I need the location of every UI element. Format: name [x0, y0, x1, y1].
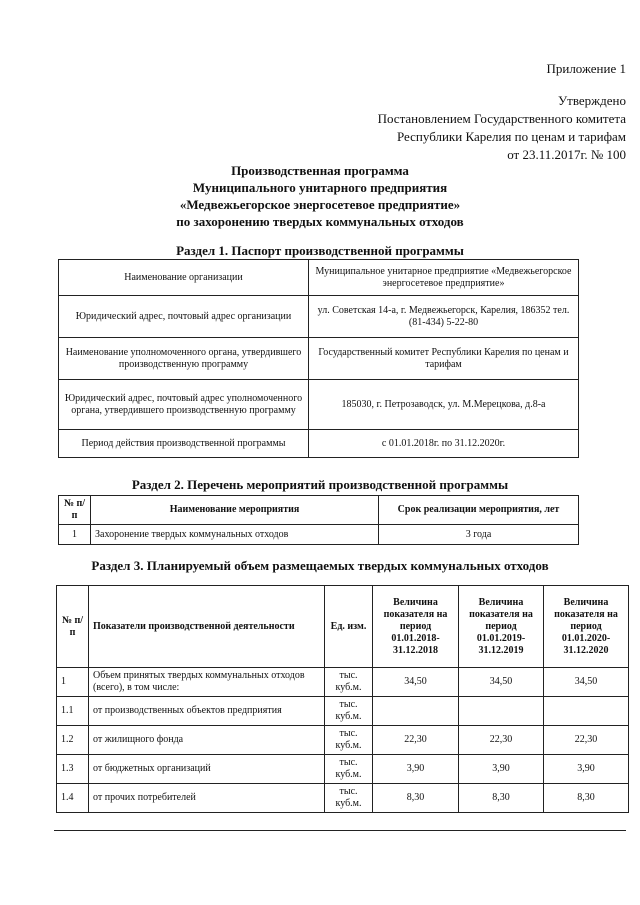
header-period-2019: Величина показателя на период 01.01.2019-31.12.2019	[459, 586, 544, 668]
passport-value: 185030, г. Петрозаводск, ул. М.Мерецкова, д.8-а	[309, 380, 579, 430]
passport-row	[59, 338, 579, 380]
row-value-2019: 3,90	[459, 755, 544, 784]
row-num: 1.2	[57, 726, 89, 755]
passport-value: ул. Советская 14-а, г. Медвежьегорск, Карелия, 186352 тел. (81-434) 5-22-80	[309, 296, 579, 338]
footer-divider	[54, 830, 626, 831]
header-measure-name: Наименование мероприятия	[91, 496, 379, 525]
row-indicator: от производственных объектов предприятия	[89, 697, 325, 726]
passport-row	[59, 380, 579, 430]
approval-block	[378, 92, 626, 164]
row-value-2020	[544, 697, 629, 726]
row-value-2020: 3,90	[544, 755, 629, 784]
row-value-2019: 34,50	[459, 668, 544, 697]
passport-value: Муниципальное унитарное предприятие «Медвежьегорское энергосетевое предприятие»	[309, 260, 579, 296]
row-num: 1.3	[57, 755, 89, 784]
row-value-2020: 8,30	[544, 784, 629, 813]
title-line4: по захоронению твердых коммунальных отходов	[176, 214, 464, 229]
section3-title: Раздел 3. Планируемый объем размещаемых твердых коммунальных отходов	[91, 558, 549, 573]
passport-value: Государственный комитет Республики Карелия по ценам и тарифам	[309, 338, 579, 380]
row-value-2020: 22,30	[544, 726, 629, 755]
header-term: Срок реализации мероприятия, лет	[379, 496, 579, 525]
table-row	[57, 668, 629, 697]
row-value-2018: 22,30	[373, 726, 459, 755]
row-value-2019: 8,30	[459, 784, 544, 813]
row-indicator: от бюджетных организаций	[89, 755, 325, 784]
approved-label: Утверждено	[557, 93, 626, 108]
volume-header-row	[57, 586, 629, 668]
row-measure-name: Захоронение твердых коммунальных отходов	[91, 525, 379, 545]
approved-by-line2: Республики Карелия по ценам и тарифам	[396, 129, 626, 144]
volume-table	[56, 585, 629, 813]
row-value-2019: 22,30	[459, 726, 544, 755]
header-num: № п/п	[59, 496, 91, 525]
header-period-2020: Величина показателя на период 01.01.2020-31.12.2020	[544, 586, 629, 668]
measures-table	[58, 495, 579, 545]
table-row	[57, 784, 629, 813]
row-unit: тыс. куб.м.	[325, 726, 373, 755]
header-period-2018: Величина показателя на период 01.01.2018-31.12.2018	[373, 586, 459, 668]
table-row	[57, 697, 629, 726]
document-title	[0, 162, 640, 230]
row-value-2018: 3,90	[373, 755, 459, 784]
row-value-2018: 8,30	[373, 784, 459, 813]
passport-label: Юридический адрес, почтовый адрес уполномоченного органа, утвердившего производственную программу	[59, 380, 309, 430]
row-indicator: от жилищного фонда	[89, 726, 325, 755]
row-num: 1	[59, 525, 91, 545]
row-value-2018	[373, 697, 459, 726]
row-term: 3 года	[379, 525, 579, 545]
passport-row	[59, 296, 579, 338]
row-unit: тыс. куб.м.	[325, 668, 373, 697]
header-indicator: Показатели производственной деятельности	[89, 586, 325, 668]
row-num: 1.1	[57, 697, 89, 726]
title-line2: Муниципального унитарного предприятия	[192, 180, 448, 195]
measures-header-row	[59, 496, 579, 525]
appendix-label: Приложение 1	[546, 61, 626, 76]
section1-title: Раздел 1. Паспорт производственной программы	[176, 243, 464, 258]
passport-label: Наименование организации	[59, 260, 309, 296]
row-value-2019	[459, 697, 544, 726]
row-unit: тыс. куб.м.	[325, 755, 373, 784]
passport-label: Наименование уполномоченного органа, утвердившего производственную программу	[59, 338, 309, 380]
row-indicator: от прочих потребителей	[89, 784, 325, 813]
row-unit: тыс. куб.м.	[325, 697, 373, 726]
passport-row	[59, 430, 579, 458]
row-num: 1.4	[57, 784, 89, 813]
table-row	[57, 726, 629, 755]
section2-title: Раздел 2. Перечень мероприятий производственной программы	[131, 477, 509, 492]
row-unit: тыс. куб.м.	[325, 784, 373, 813]
approved-by-line1: Постановлением Государственного комитета	[377, 111, 626, 126]
row-value-2020: 34,50	[544, 668, 629, 697]
title-line1: Производственная программа	[231, 163, 409, 178]
table-row	[57, 755, 629, 784]
passport-label: Юридический адрес, почтовый адрес организации	[59, 296, 309, 338]
approved-date: от 23.11.2017г. № 100	[507, 147, 626, 162]
table-row	[59, 525, 579, 545]
title-line3: «Медвежьегорское энергосетевое предприятие»	[179, 197, 461, 212]
passport-label: Период действия производственной программы	[59, 430, 309, 458]
passport-value: с 01.01.2018г. по 31.12.2020г.	[309, 430, 579, 458]
row-num: 1	[57, 668, 89, 697]
passport-table	[58, 259, 579, 458]
row-indicator: Объем принятых твердых коммунальных отходов (всего), в том числе:	[89, 668, 325, 697]
header-unit: Ед. изм.	[325, 586, 373, 668]
row-value-2018: 34,50	[373, 668, 459, 697]
header-num: № п/п	[57, 586, 89, 668]
passport-row	[59, 260, 579, 296]
